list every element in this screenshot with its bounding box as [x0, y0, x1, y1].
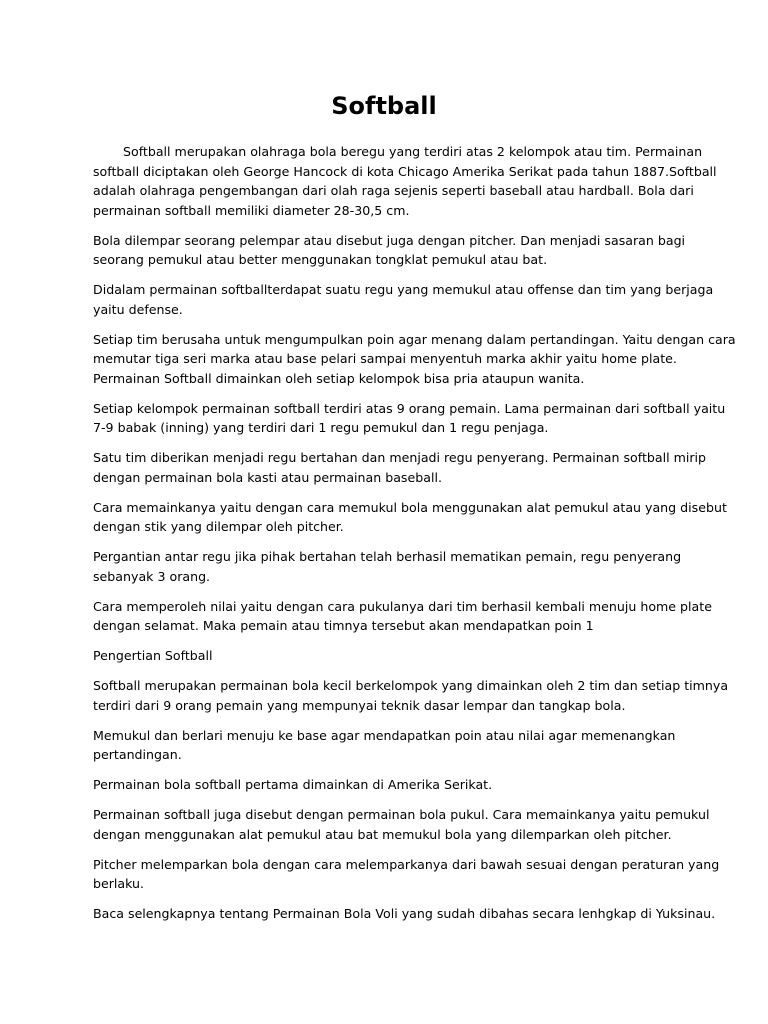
paragraph-line: dengan permainan bola kasti atau permainan baseball. [93, 469, 442, 485]
paragraph-line: Pitcher melemparkan bola dengan cara melemparkanya dari bawah sesuai dengan peraturan yang [93, 856, 720, 872]
paragraph [93, 399, 726, 438]
document-title: Softball [331, 92, 437, 120]
paragraph-line: memutar tiga seri marka atau base pelari sampai menyentuh marka akhir yaitu home plate. [93, 351, 677, 366]
paragraph [93, 646, 678, 666]
paragraph-line: Didalam permainan softballterdapat suatu regu yang memukul atau offense dan tim yang berjaga [93, 282, 714, 297]
paragraph [93, 775, 678, 795]
paragraph [93, 448, 707, 487]
paragraph [93, 597, 712, 636]
paragraph-line: Pengertian Softball [93, 648, 213, 663]
paragraph-line: Pergantian antar regu jika pihak bertahan telah berhasil mematikan pemain, regu penyerang [93, 549, 682, 564]
paragraph-line: dengan stik yang dilempar oleh pitcher. [93, 519, 344, 534]
paragraph-line: Cara memperoleh nilai yaitu dengan cara pukulanya dari tim berhasil kembali menuju home plate [93, 598, 712, 614]
paragraph [93, 904, 716, 924]
paragraph-line: Memukul dan berlari menuju ke base agar mendapatkan poin atau nilai agar memenangkan [93, 727, 676, 743]
paragraph-line: Softball merupakan olahraga bola beregu yang terdiri atas 2 kelompok atau tim. Permainan [123, 144, 703, 159]
paragraph [93, 726, 678, 765]
paragraph-line: yaitu defense. [93, 301, 183, 317]
paragraph-line: adalah olahraga pengembangan dari olah raga sejenis seperti baseball atau hardball. Bola dari [93, 183, 694, 198]
paragraph-line: softball diciptakan oleh George Hancock di kota Chicago Amerika Serikat pada tahun 1887.Softball [93, 163, 717, 179]
paragraph-line: dengan selamat. Maka pemain atau timnya tersebut akan mendapatkan poin 1 [93, 618, 594, 633]
paragraph-line: Setiap tim berusaha untuk mengumpulkan poin agar menang dalam pertandingan. Yaitu dengan cara [93, 331, 736, 347]
paragraph [93, 280, 714, 319]
paragraph-line: Permainan softball juga disebut dengan permainan bola pukul. Cara memainkanya yaitu pemukul [93, 807, 710, 822]
paragraph-line: Permainan Softball dimainkan oleh setiap kelompok bisa pria ataupun wanita. [93, 370, 585, 386]
paragraph-line: sebanyak 3 orang. [93, 568, 211, 584]
paragraph-line: Cara memainkanya yaitu dengan cara memukul bola menggunakan alat pemukul atau yang disebut [93, 499, 727, 515]
paragraph-line: Setiap kelompok permainan softball terdiri atas 9 orang pemain. Lama permainan dari softball yaitu [93, 400, 726, 416]
paragraph-line: Bola dilempar seorang pelempar atau disebut juga dengan pitcher. Dan menjadi sasaran bagi [93, 232, 686, 248]
paragraph-line: Baca selengkapnya tentang Permainan Bola Voli yang sudah dibahas secara lenhgkap di Yuksinau. [93, 906, 716, 921]
paragraph [93, 498, 727, 537]
document-body [93, 142, 736, 934]
paragraph-line: seorang pemukul atau better menggunakan tongklat pemukul atau bat. [93, 252, 548, 267]
paragraph-line: Softball merupakan permainan bola kecil berkelompok yang dimainkan oleh 2 tim dan setiap timnya [93, 678, 729, 693]
paragraph [93, 676, 729, 715]
paragraph-line: Permainan bola softball pertama dimainkan di Amerika Serikat. [93, 777, 493, 792]
paragraph [93, 855, 720, 894]
paragraph-line: Satu tim diberikan menjadi regu bertahan dan menjadi regu penyerang. Permainan softball mirip [93, 450, 707, 465]
paragraph-line: berlaku. [93, 876, 145, 891]
paragraph [93, 805, 710, 844]
paragraph-line: permainan softball memiliki diameter 28-30,5 cm. [93, 202, 410, 218]
paragraph-line: terdiri dari 9 orang pemain yang mempunyai teknik dasar lempar dan tangkap bola. [93, 697, 626, 713]
paragraph [93, 142, 717, 220]
paragraph-line: dengan menggunakan alat pemukul atau bat memukul bola yang dilemparkan oleh pitcher. [93, 826, 672, 842]
paragraph-line: pertandingan. [93, 747, 182, 762]
paragraph-line: 7-9 babak (inning) yang terdiri dari 1 regu pemukul dan 1 regu penjaga. [93, 420, 549, 435]
paragraph [93, 547, 682, 586]
paragraph [93, 330, 736, 389]
paragraph [93, 231, 686, 270]
